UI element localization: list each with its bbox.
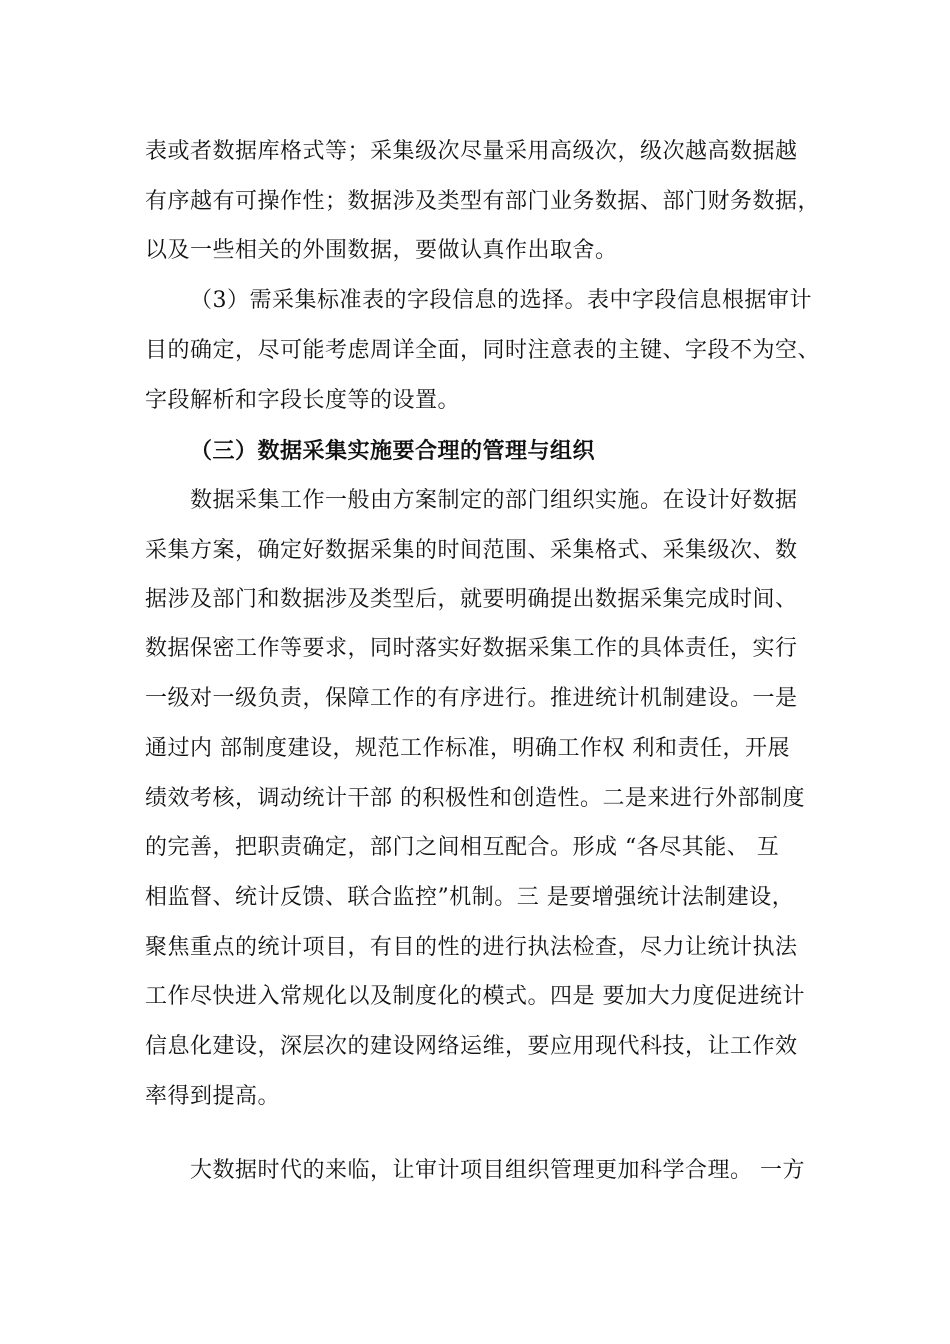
text-line: 相监督、统计反馈、联合监控”机制。三 是要增强统计法制建设， — [145, 885, 795, 910]
text-line: （3）需采集标准表的字段信息的选择。表中字段信息根据审计 — [190, 288, 812, 313]
text-line: 绩效考核，调动统计干部 的积极性和创造性。二是来进行外部制度 — [145, 786, 805, 811]
text-line: 一级对一级负责，保障工作的有序进行。推进统计机制建设。一是 — [145, 686, 798, 711]
text-line: 信息化建设，深层次的建设网络运维，要应用现代科技，让工作效 — [145, 1034, 798, 1059]
section-heading: （三）数据采集实施要合理的管理与组织 — [190, 438, 596, 464]
text-line: 字段解析和字段长度等的设置。 — [145, 388, 461, 413]
text-line: 有序越有可操作性；数据涉及类型有部门业务数据、部门财务数据， — [145, 189, 821, 214]
text-line: 据涉及部门和数据涉及类型后，就要明确提出数据采集完成时间、 — [145, 587, 798, 612]
text-line: 表或者数据库格式等；采集级次尽量采用高级次，级次越高数据越 — [145, 139, 798, 164]
text-line: 工作尽快进入常规化以及制度化的模式。四是 要加大力度促进统计 — [145, 984, 805, 1009]
text-line: 以及一些相关的外围数据，要做认真作出取舍。 — [145, 238, 618, 263]
text-line: 目的确定，尽可能考虑周详全面，同时注意表的主键、字段不为空、 — [145, 338, 821, 363]
text-line: 率得到提高。 — [145, 1084, 281, 1109]
text-line: 数据采集工作一般由方案制定的部门组织实施。在设计好数据 — [190, 488, 798, 513]
text-line: 通过内 部制度建设，规范工作标准，明确工作权 利和责任，开展 — [145, 736, 790, 761]
text-line: 的完善，把职责确定，部门之间相互配合。形成 “各尽其能、 互 — [145, 835, 780, 860]
text-line: 采集方案，确定好数据采集的时间范围、采集格式、采集级次、数 — [145, 538, 798, 563]
text-line: 大数据时代的来临，让审计项目组织管理更加科学合理。 一方 — [190, 1158, 805, 1183]
text-line: 聚焦重点的统计项目，有目的性的进行执法检查，尽力让统计执法 — [145, 935, 798, 960]
text-line: 数据保密工作等要求，同时落实好数据采集工作的具体责任，实行 — [145, 636, 798, 661]
